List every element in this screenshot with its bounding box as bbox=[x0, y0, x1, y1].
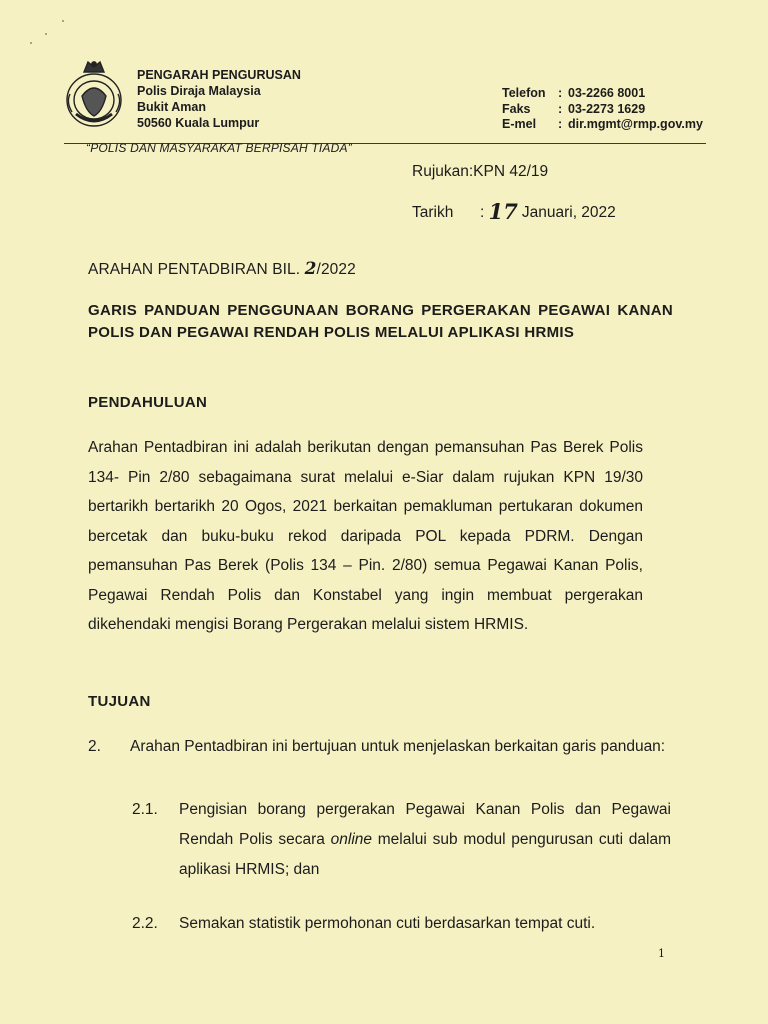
list-item-text: Semakan statistik permohonan cuti berdasarkan tempat cuti. bbox=[179, 915, 596, 932]
tarikh-separator: : bbox=[480, 204, 485, 221]
list-item-number: 2.1. bbox=[132, 801, 158, 818]
handwritten-day: 17 bbox=[488, 199, 518, 224]
paragraph-2-text: Arahan Pentadbiran ini bertujuan untuk menjelaskan berkaitan garis panduan: bbox=[130, 738, 666, 755]
list-item-italic-term: online bbox=[330, 831, 373, 848]
list-item-text-part: Pengisian borang pergerakan Pegawai Kanan Polis dan Pegawai Rendah Polis secara bbox=[179, 801, 671, 848]
pendahuluan-paragraph: Arahan Pentadbiran ini adalah berikutan dengan pemansuhan Pas Berek Polis 134- Pin 2/80 sebagaimana surat melalui e-Siar dalam rujukan KPN 19/30 bertarikh bertarikh 20 Ogos, 2021 berkaitan pemakluman pertukaran dokumen bercetak dan buku-buku rekod daripada POL kepada PDRM. Dengan pemansuhan Pas Berek (Polis 134 – Pin. 2/80) semua Pegawai Kanan Polis, Pegawai Rendah Polis dan Konstabel yang ingin membuat pergerakan dikehendaki mengisi Borang Pergerakan melalui sistem HRMIS. bbox=[88, 439, 643, 633]
scan-speck bbox=[30, 42, 32, 44]
paragraph-number: 2. bbox=[88, 738, 101, 755]
paragraph-2 bbox=[88, 735, 673, 758]
document-title: GARIS PANDUAN PENGGUNAAN BORANG PERGERAKAN PEGAWAI KANAN POLIS DAN PEGAWAI RENDAH POLIS MELALUI APLIKASI HRMIS bbox=[88, 302, 673, 341]
handwritten-arahan-number: 2 bbox=[304, 259, 317, 279]
contact-separator: : bbox=[558, 86, 563, 100]
contact-label: Telefon bbox=[502, 86, 546, 100]
section-heading-pendahuluan: PENDAHULUAN bbox=[88, 394, 208, 411]
scan-speck bbox=[45, 33, 47, 35]
org-line-location: Bukit Aman bbox=[137, 100, 206, 114]
contact-separator: : bbox=[558, 101, 563, 116]
reference-line bbox=[412, 163, 548, 181]
list-item-text bbox=[179, 795, 671, 885]
tarikh-label: Tarikh bbox=[412, 204, 454, 221]
contact-label: E-mel bbox=[502, 117, 537, 131]
arahan-suffix: /2022 bbox=[316, 261, 356, 278]
arahan-prefix: ARAHAN PENTADBIRAN BIL. bbox=[88, 261, 301, 278]
royal-malaysia-police-crest-icon bbox=[62, 58, 126, 134]
motto: “POLIS DAN MASYARAKAT BERPISAH TIADA” bbox=[86, 141, 352, 155]
rujukan-value: :KPN 42/19 bbox=[468, 163, 549, 180]
organisation-address bbox=[137, 67, 301, 131]
rujukan-label: Rujukan bbox=[412, 163, 469, 180]
contact-value: dir.mgmt@rmp.gov.my bbox=[568, 117, 703, 131]
date-line bbox=[412, 197, 616, 222]
contact-value: 03-2266 8001 bbox=[568, 86, 646, 100]
org-line-title: PENGARAH PENGURUSAN bbox=[137, 68, 301, 82]
list-item-2-2 bbox=[132, 909, 671, 939]
org-line-postcode: 50560 Kuala Lumpur bbox=[137, 116, 260, 130]
tarikh-month-year: Januari, 2022 bbox=[521, 204, 616, 221]
arahan-number-line bbox=[88, 259, 356, 279]
contact-block bbox=[502, 86, 703, 133]
section-heading-tujuan: TUJUAN bbox=[88, 693, 151, 710]
org-line-name: Polis Diraja Malaysia bbox=[137, 84, 261, 98]
contact-separator: : bbox=[558, 117, 563, 131]
contact-label: Faks bbox=[502, 101, 531, 116]
contact-email bbox=[502, 117, 703, 133]
list-item-number: 2.2. bbox=[132, 915, 158, 932]
list-item-2-1 bbox=[132, 795, 671, 885]
contact-fax bbox=[502, 102, 703, 118]
scan-speck bbox=[62, 20, 64, 22]
contact-value: 03-2273 1629 bbox=[568, 101, 646, 116]
list-item-text-part: melalui sub modul pengurusan cuti dalam aplikasi HRMIS; dan bbox=[179, 831, 671, 878]
page-number: 1 bbox=[658, 947, 665, 960]
contact-phone bbox=[502, 86, 703, 102]
